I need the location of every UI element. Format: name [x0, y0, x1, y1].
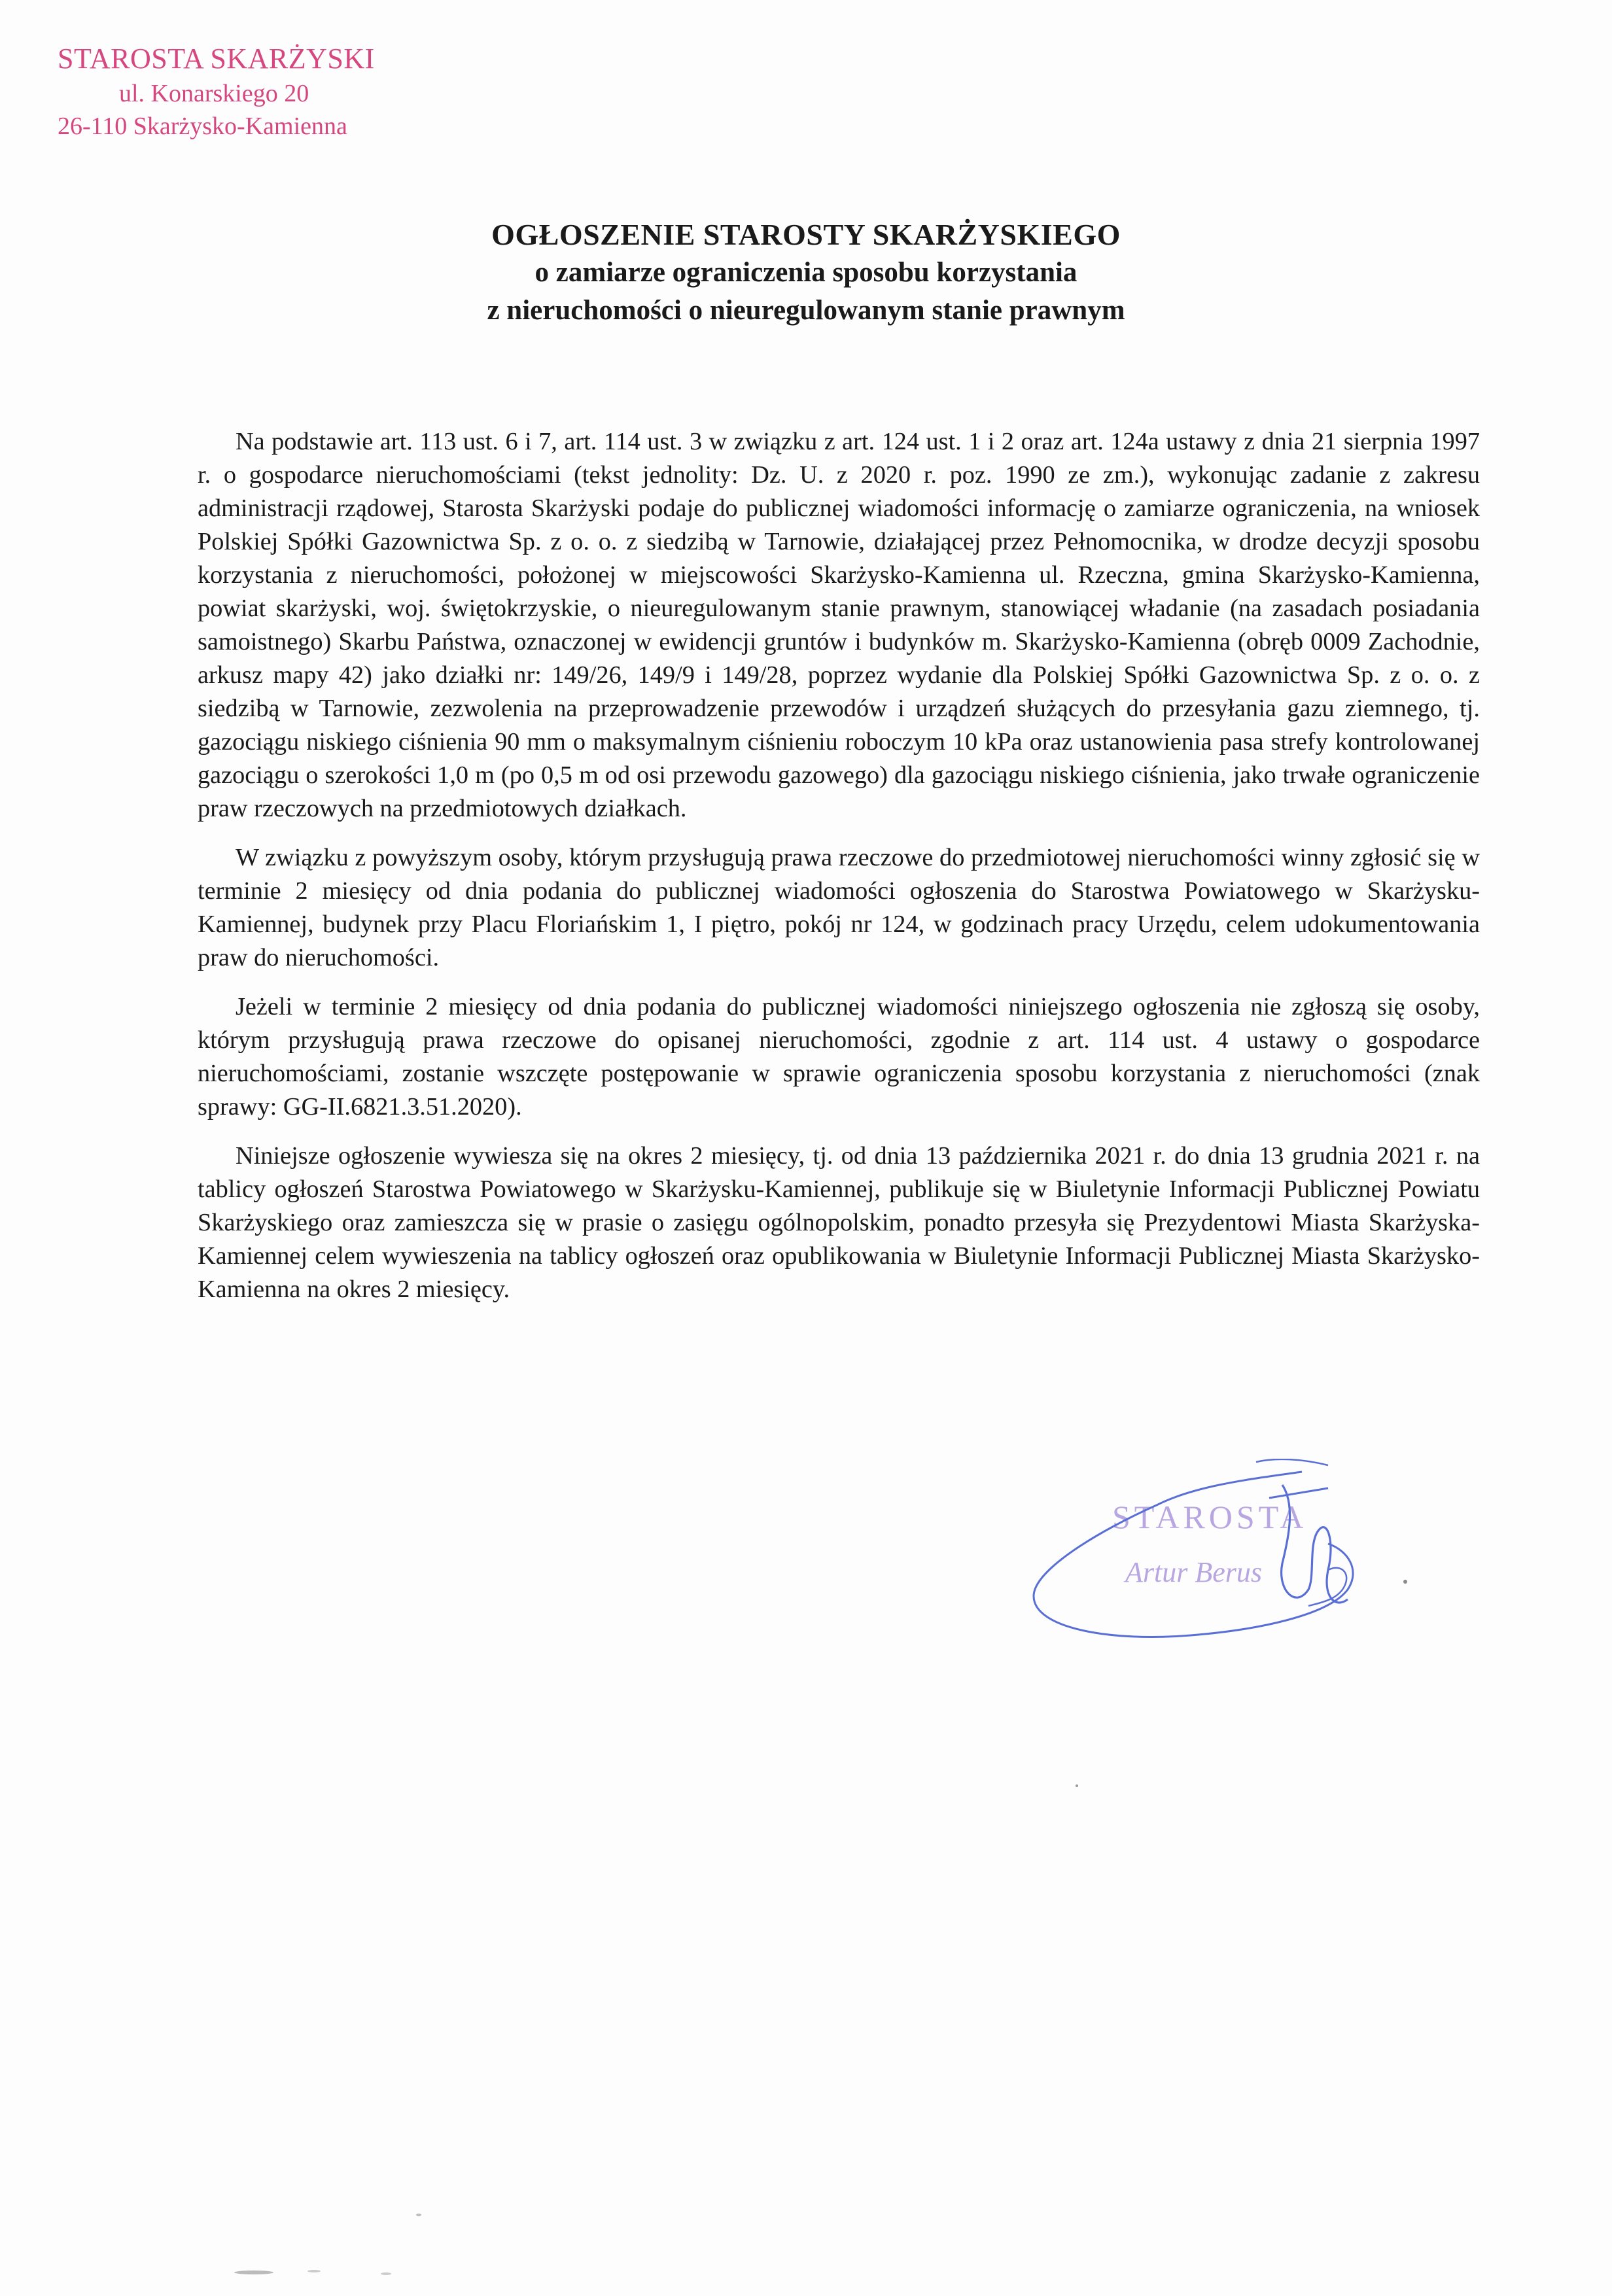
title-line-1: OGŁOSZENIE STAROSTY SKARŻYSKIEGO	[491, 218, 1121, 251]
title-line-3: z nieruchomości o nieuregulowanym stanie prawnym	[487, 295, 1125, 326]
stamp-line-street: ul. Konarskiego 20	[119, 80, 309, 107]
paragraph-publication: Niniejsze ogłoszenie wywiesza się na okres 2 miesięcy, tj. od dnia 13 października 2021 r. do dnia 13 grudnia 2021 r. na tablicy ogłoszeń Starostwa Powiatowego w Skarżysku-Kamiennej, publikuje się w Biuletynie Informacji Publicznej Powiatu Skarżyskiego oraz zamieszcza się w prasie o zasięgu ogólnopolskim, ponadto przesyła się Prezydentowi Miasta Skarżyska-Kamiennej celem wywieszenia na tablicy ogłoszeń oraz opublikowania w Biuletynie Informacji Publicznej Miasta Skarżysko-Kamienna na okres 2 miesięcy.	[198, 1142, 1480, 1303]
title-line-2: o zamiarze ograniczenia sposobu korzystania	[534, 257, 1078, 288]
stamp-line-office: STAROSTA SKARŻYSKI	[58, 43, 375, 75]
paragraph-claim-deadline: W związku z powyższym osoby, którym przysługują prawa rzeczowe do przedmiotowej nieruchomości winny zgłosić się w terminie 2 miesięcy od dnia podania do publicznej wiadomości ogłoszenia do Starostwa Powiatowego w Skarżysku-Kamiennej, budynek przy Placu Floriańskim 1, I piętro, pokój nr 124, w godzinach pracy Urzędu, celem udokumentowania praw do nieruchomości.	[198, 844, 1480, 971]
signature-stamp-name: Artur Berus	[1125, 1556, 1262, 1588]
paragraph-legal-basis: Na podstawie art. 113 ust. 6 i 7, art. 114 ust. 3 w związku z art. 124 ust. 1 i 2 oraz art. 124a ustawy z dnia 21 sierpnia 1997 r. o gospodarce nieruchomościami (tekst jednolity: Dz. U. z 2020 r. poz. 1990 ze zm.), wykonując zadanie z zakresu administracji rządowej, Starosta Skarżyski podaje do publicznej wiadomości informację o zamiarze ograniczenia, na wniosek Polskiej Spółki Gazownictwa Sp. z o. o. z siedzibą w Tarnowie, działającej przez Pełnomocnika, w drodze decyzji sposobu korzystania z nieruchomości, położonej w miejscowości Skarżysko-Kamienna ul. Rzeczna, gmina Skarżysko-Kamienna, powiat skarżyski, woj. świętokrzyskie, o nieuregulowanym stanie prawnym, stanowiącej władanie (na zasadach posiadania samoistnego) Skarbu Państwa, oznaczonej w ewidencji gruntów i budynków m. Skarżysko-Kamienna (obręb 0009 Zachodnie, arkusz mapy 42) jako działki nr: 149/26, 149/9 i 149/28, poprzez wydanie dla Polskiej Spółki Gazownictwa Sp. z o. o. z siedzibą w Tarnowie, zezwolenia na przeprowadzenie przewodów i urządzeń służących do przesyłania gazu ziemnego, tj. gazociągu niskiego ciśnienia 90 mm o maksymalnym ciśnieniu roboczym 10 kPa oraz ustanowienia pasa strefy kontrolowanej gazociągu o szerokości 1,0 m (po 0,5 m od osi przewodu gazowego) dla gazociągu niskiego ciśnienia, jako trwałe ograniczenie praw rzeczowych na przedmiotowych działkach.	[198, 428, 1480, 822]
signature-stamp-title: STAROSTA	[1112, 1499, 1308, 1535]
paragraph-proceedings: Jeżeli w terminie 2 miesięcy od dnia podania do publicznej wiadomości niniejszego ogłoszenia nie zgłoszą się osoby, którym przysługują prawa rzeczowe do opisanej nieruchomości, zgodnie z art. 114 ust. 4 ustawy o gospodarce nieruchomościami, zostanie wszczęte postępowanie w sprawie ograniczenia sposobu korzystania z nieruchomości (znak sprawy: GG-II.6821.3.51.2020).	[198, 993, 1480, 1121]
stamp-line-city: 26-110 Skarżysko-Kamienna	[58, 113, 347, 140]
